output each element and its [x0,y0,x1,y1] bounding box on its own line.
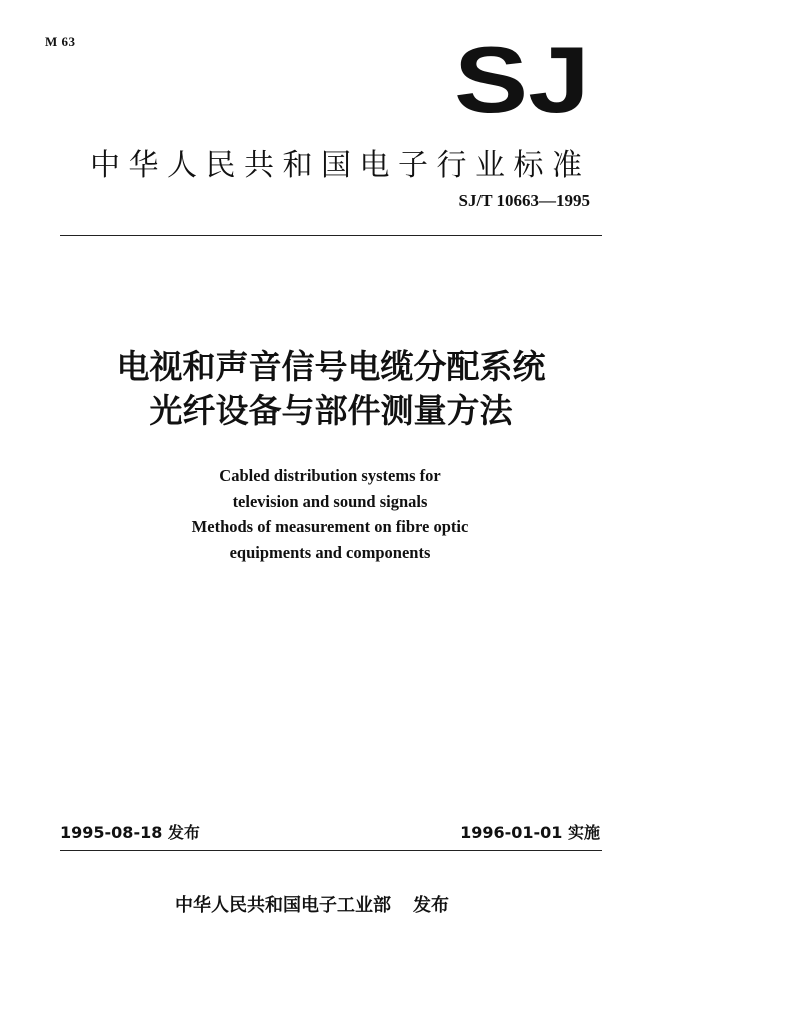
sj-logo-text: SJ [454,38,590,118]
standard-number: SJ/T 10663—1995 [458,191,590,210]
english-title-line-1: Cabled distribution systems for [219,466,441,485]
issuer-title: 中华人民共和国电子行业标准 [90,148,591,183]
english-title-line-3: Methods of measurement on fibre optic [191,517,469,536]
english-title-line-4: equipments and components [229,543,431,562]
publisher-action: 发布 [413,895,449,916]
chinese-title-line-1: 电视和声音信号电缆分配系统 [116,347,546,386]
english-title-line-2: television and sound signals [232,492,428,511]
chinese-title-line-2: 光纤设备与部件测量方法 [149,391,513,430]
top-divider [60,235,602,236]
classification-code: M 63 [45,34,76,49]
sj-logo [452,38,592,118]
implementation-date: 1996-01-01 实施 [460,823,600,842]
issue-date: 1995-08-18 发布 [60,823,200,842]
bottom-divider [60,850,602,851]
publisher-name: 中华人民共和国电子工业部 [175,895,391,916]
publisher-line [175,891,449,917]
